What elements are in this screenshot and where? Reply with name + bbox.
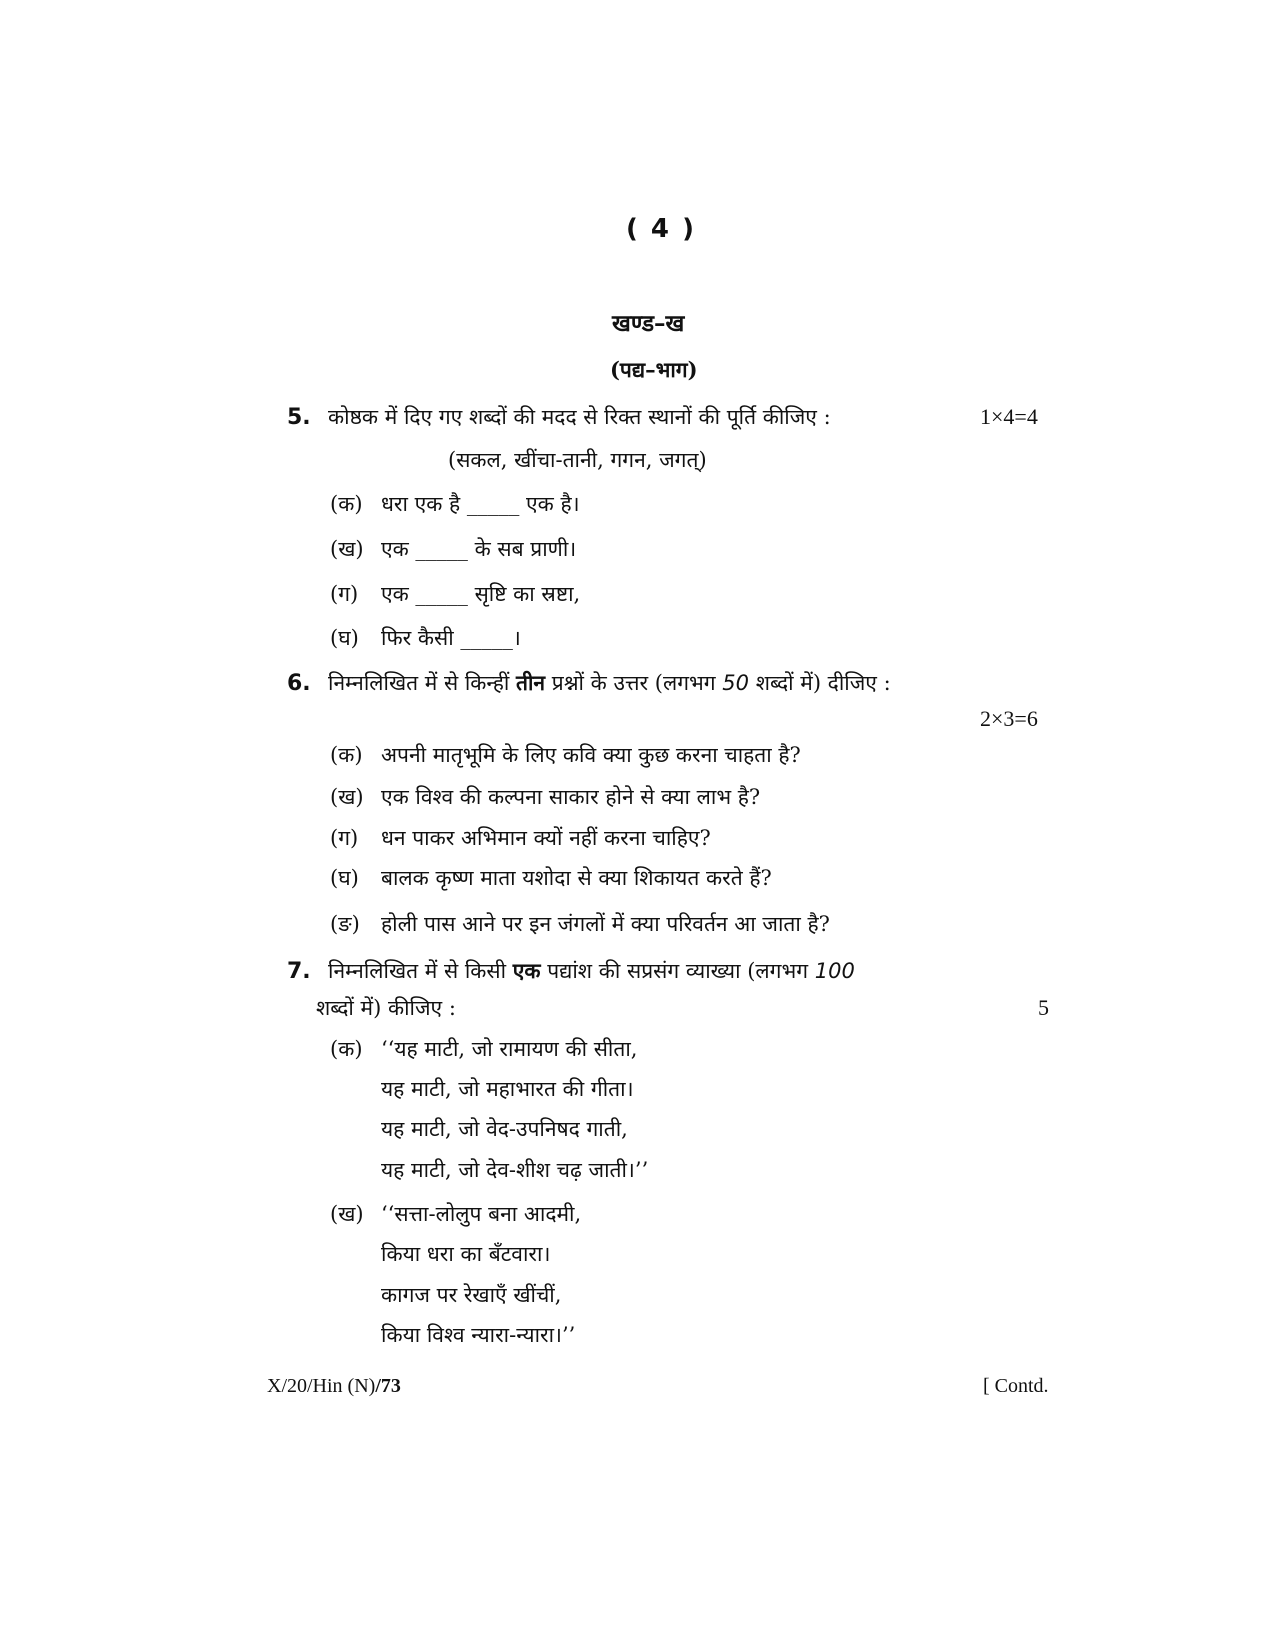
q5-item-a-label: (क) (330, 492, 363, 516)
question-5-text: कोष्ठक में दिए गए शब्दों की मदद से रिक्त स्थानों की पूर्ति कीजिए : (328, 405, 831, 429)
q5-item-c-label: (ग) (330, 582, 359, 606)
q7-passage-b-line: कागज पर रेखाएँ खींचीं, (381, 1283, 562, 1307)
q5-item-d-text: फिर कैसी _____। (381, 626, 521, 650)
q5-item-d-label: (घ) (330, 626, 359, 650)
q7-passage-a-line: यह माटी, जो वेद-उपनिषद गाती, (381, 1117, 628, 1141)
continued-label: [ Contd. (983, 1375, 1049, 1397)
q6-item-a-label: (क) (330, 743, 363, 767)
q7-passage-a-line: यह माटी, जो महाभारत की गीता। (381, 1077, 634, 1101)
section-title: खण्ड–ख (612, 310, 685, 337)
q6-item-d-text: बालक कृष्ण माता यशोदा से क्या शिकायत करते हैं? (381, 866, 772, 890)
q7-passage-a-line: यह माटी, जो देव-शीश चढ़ जाती।’’ (381, 1158, 649, 1182)
page-number: ( 4 ) (626, 214, 696, 244)
q6-item-d-label: (घ) (330, 866, 359, 890)
question-6-text: निम्नलिखित में से किन्हीं तीन प्रश्नों के उत्तर (लगभग 50 शब्दों में) दीजिए : (328, 670, 891, 695)
q5-item-b-label: (ख) (330, 537, 364, 561)
q6-item-e-text: होली पास आने पर इन जंगलों में क्या परिवर्तन आ जाता है? (381, 912, 830, 936)
q5-item-a-text: धरा एक है _____ एक है। (381, 492, 580, 516)
q7-passage-a-line: ‘‘यह माटी, जो रामायण की सीता, (381, 1037, 638, 1061)
question-7-marks: 5 (1038, 995, 1049, 1020)
question-5-number: 5. (287, 405, 311, 430)
q7-passage-b-label: (ख) (330, 1202, 364, 1226)
q6-item-c-label: (ग) (330, 826, 359, 850)
question-7-text-line2: शब्दों में) कीजिए : (316, 996, 456, 1020)
question-5-marks: 1×4=4 (980, 404, 1038, 429)
q6-item-e-label: (ङ) (330, 912, 360, 936)
question-7-number: 7. (287, 959, 311, 984)
q6-item-c-text: धन पाकर अभिमान क्यों नहीं करना चाहिए? (381, 826, 711, 850)
paper-code: X/20/Hin (N)/73 (267, 1375, 401, 1397)
q6-item-b-text: एक विश्व की कल्पना साकार होने से क्या लाभ है? (381, 785, 761, 809)
q7-passage-b-line: किया धरा का बँटवारा। (381, 1242, 551, 1266)
q6-item-a-text: अपनी मातृभूमि के लिए कवि क्या कुछ करना चाहता है? (381, 743, 801, 767)
question-7-text: निम्नलिखित में से किसी एक पद्यांश की सप्रसंग व्याख्या (लगभग 100 (328, 958, 855, 983)
q5-item-b-text: एक _____ के सब प्राणी। (381, 537, 577, 561)
q6-item-b-label: (ख) (330, 785, 364, 809)
q7-passage-a-label: (क) (330, 1037, 363, 1061)
question-6-number: 6. (287, 671, 311, 696)
question-5-word-bank: (सकल, खींचा-तानी, गगन, जगत्) (448, 448, 707, 472)
section-subtitle: (पद्य–भाग) (610, 357, 698, 382)
q5-item-c-text: एक _____ सृष्टि का स्रष्टा, (381, 582, 581, 606)
q7-passage-b-line: ‘‘सत्ता-लोलुप बना आदमी, (381, 1202, 582, 1226)
question-6-marks: 2×3=6 (980, 706, 1038, 731)
q7-passage-b-line: किया विश्व न्यारा-न्यारा।’’ (381, 1323, 576, 1347)
